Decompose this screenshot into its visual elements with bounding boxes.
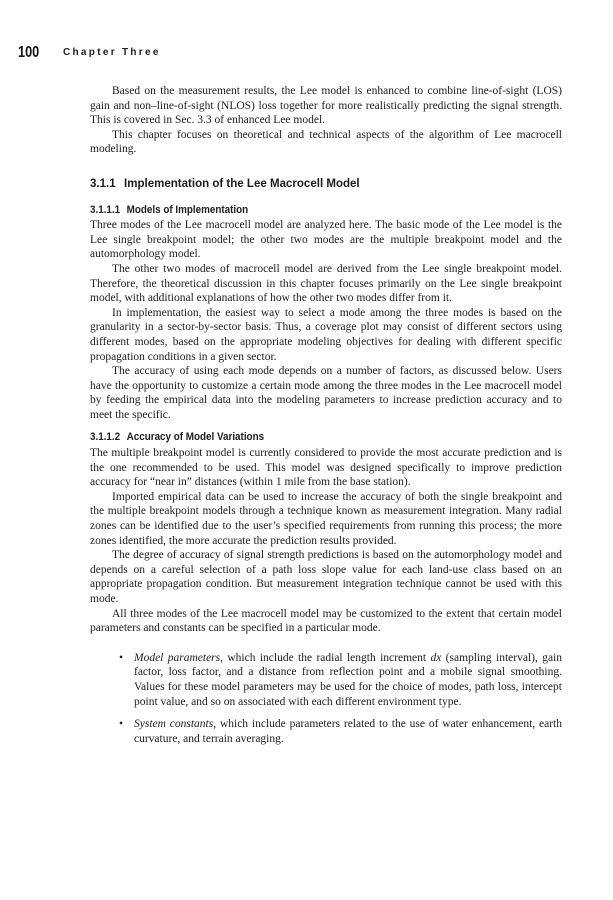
page-body — [90, 84, 562, 754]
list-item — [112, 651, 562, 709]
intro-paragraph-1: Based on the measurement results, the Lee model is enhanced to combine line-of-sight (LOS) gain and non–line-of-sight (NLOS) loss together for more realistically predicting the signal strength. This is covered in Sec. 3.3 of enhanced Lee model. — [90, 85, 562, 127]
subsection-title: Models of Implementation — [126, 203, 249, 216]
subsection-title: Accuracy of Model Variations — [126, 431, 265, 444]
section-heading — [90, 176, 529, 191]
running-header — [18, 44, 161, 64]
section-title: Implementation of the Lee Macrocell Model — [124, 175, 360, 190]
bullet-icon: • — [119, 651, 124, 664]
bullet-icon: • — [119, 718, 124, 731]
subsection-number: 3.1.1.1 — [90, 203, 121, 216]
section-number: 3.1.1 — [90, 175, 116, 190]
paragraph: The degree of accuracy of signal strength predictions is based on the automorphology model and depends on a careful selection of a path loss slope value for each land-use class based on an appropriate propagation condition. But measurement integration technique cannot be used with this mode. — [90, 549, 562, 605]
bullet-term: System constants — [134, 718, 214, 731]
paragraph: In implementation, the easiest way to select a mode among the three modes is based on the granularity in a sector-by-sector basis. Thus, a coverage plot may consist of different sectors using different modes, based on the appropriate modeling objectives for dealing with different specific propagation conditions in a given sector. — [90, 306, 562, 363]
paragraph: The multiple breakpoint model is currently considered to provide the most accurate prediction and is the one recommended to be used. This model was designed specifically to improve prediction accuracy for “near in” distances (within 1 mile from the base station). — [90, 447, 562, 489]
intro-paragraph-2: This chapter focuses on theoretical and technical aspects of the algorithm of Lee macrocell modeling. — [90, 128, 562, 156]
page-number: 100 — [18, 44, 40, 61]
paragraph: Three modes of the Lee macrocell model are analyzed here. The basic mode of the Lee model is the Lee single breakpoint model; the other two modes are the multiple breakpoint model and the automorphology model. — [90, 219, 562, 261]
subsection-heading-1 — [90, 203, 529, 218]
bullet-text: , which include parameters related to the use of water enhancement, earth curvature, and terrain averaging. — [134, 718, 563, 745]
paragraph: All three modes of the Lee macrocell model may be customized to the extent that certain model parameters and constants can be specified in a particular mode. — [90, 607, 562, 635]
paragraph: The other two modes of macrocell model are derived from the Lee single breakpoint model. Therefore, the theoretical discussion in this chapter focuses primarily on the Lee single breakpoint model, with additional explanations of how the other two modes differ from it. — [90, 262, 562, 305]
subsection-heading-2 — [90, 430, 529, 445]
subsection-number: 3.1.1.2 — [90, 431, 121, 444]
bullet-text: (sampling interval), gain factor, loss factor, and a distance from reflection point and a mobile signal smoothing. Values for these model parameters may be used for the choice of modes, path loss, intercept point value, and so on associated with each different environment type. — [134, 651, 563, 708]
list-item — [112, 717, 562, 746]
paragraph: The accuracy of using each mode depends on a number of factors, as discussed below. Users have the opportunity to customize a certain mode among the three modes in the Lee macrocell model by feeding the empirical data into the modeling parameters to increase prediction accuracy and to meet the specific. — [90, 365, 562, 421]
paragraph: Imported empirical data can be used to increase the accuracy of both the single breakpoint and the multiple breakpoint models through a technique known as measurement integration. Many radial zones can be identified due to the user’s specified requirements from running this process; the more zones identified, the more accurate the prediction results provided. — [90, 490, 562, 547]
bullet-variable: dx — [430, 651, 442, 664]
bullet-text: , which include the radial length increment — [220, 651, 431, 664]
chapter-title: Chapter Three — [63, 47, 161, 58]
bullet-term: Model parameters — [134, 651, 221, 664]
bullet-list — [90, 651, 562, 747]
